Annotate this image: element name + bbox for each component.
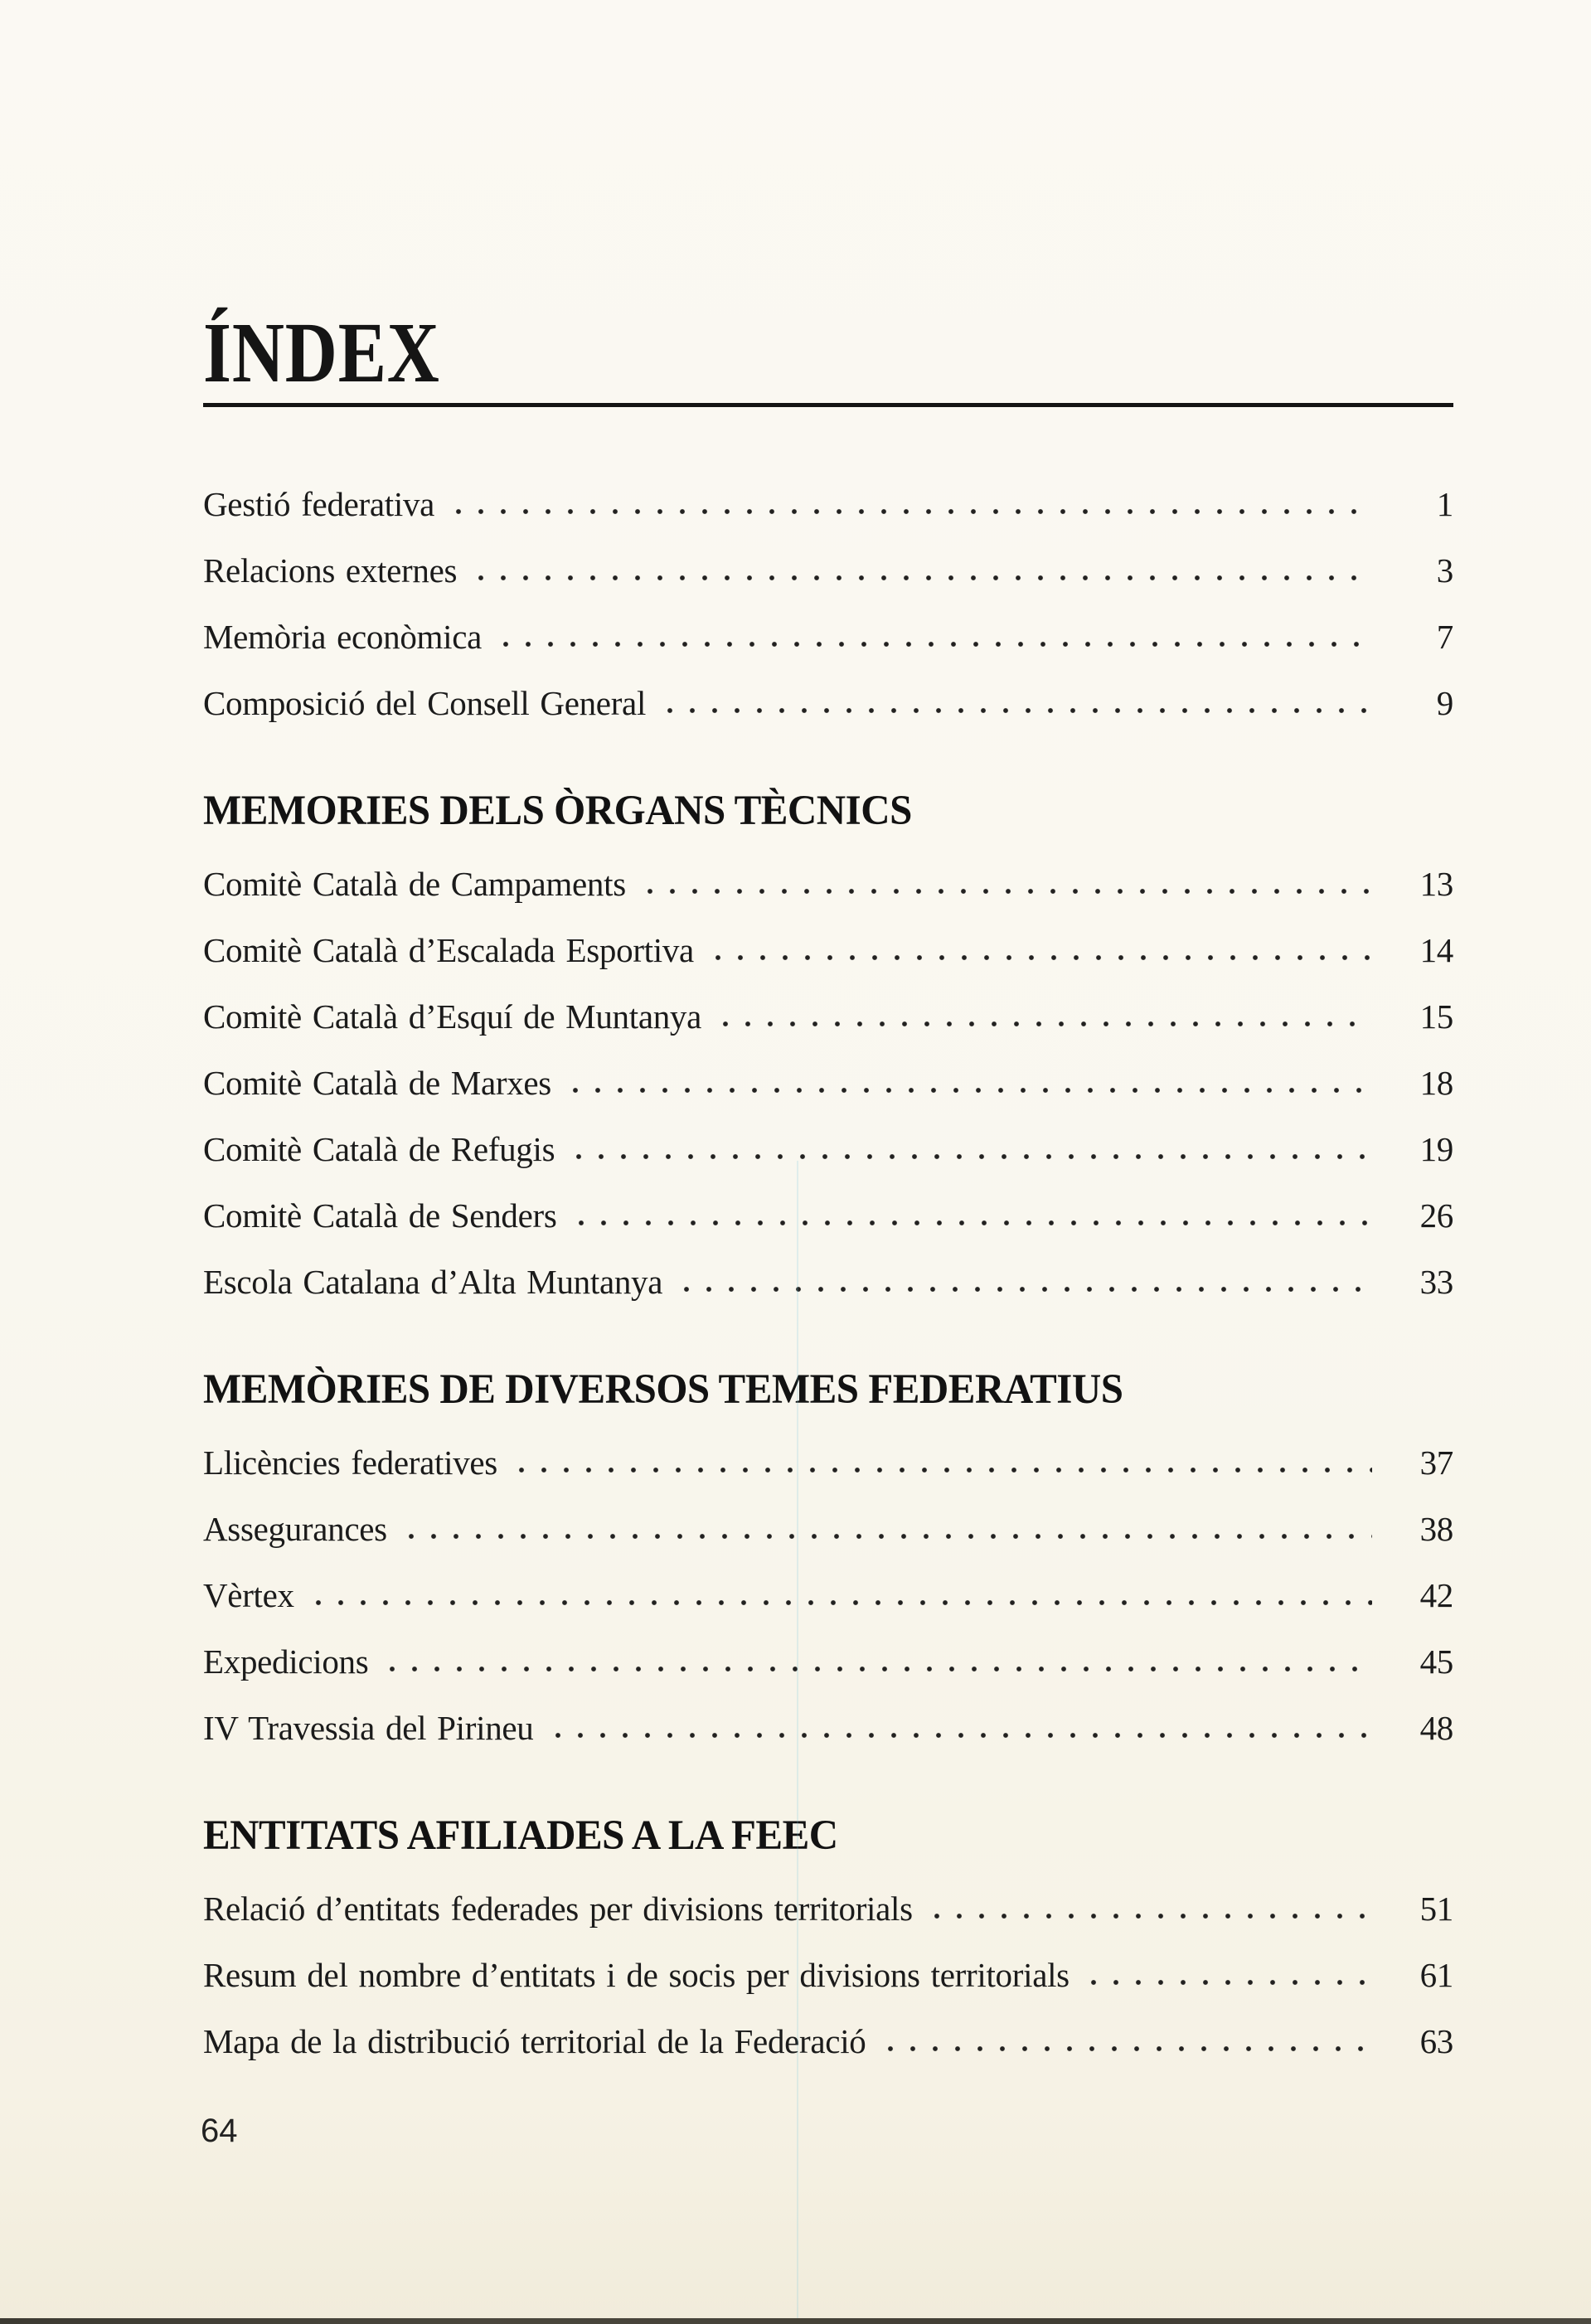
toc-entry-page-number: 38 — [1419, 1510, 1453, 1549]
section-heading: ENTITATS AFILIADES A LA FEEC — [203, 1812, 838, 1860]
toc-entry — [203, 1644, 1453, 1680]
toc-entry-page-number: 1 — [1436, 485, 1453, 524]
toc-entry — [203, 1132, 1453, 1167]
toc-entry-label: Mapa de la distribució territorial de la Federació — [203, 2022, 866, 2061]
dot-leader — [400, 1532, 1372, 1540]
toc-entry-page-number: 63 — [1419, 2022, 1453, 2061]
toc-entry-label: Comitè Català de Senders — [203, 1196, 557, 1235]
toc-entry-page-number: 45 — [1419, 1642, 1453, 1681]
section-heading: MEMORIES DELS ÒRGANS TÈCNICS — [203, 788, 912, 835]
toc-entry-page-number: 51 — [1419, 1890, 1453, 1929]
toc-entry-label: Composició del Consell General — [203, 684, 647, 723]
toc-entry-label: Relació d’entitats federades per divisions territorials — [203, 1890, 913, 1929]
toc — [203, 487, 1453, 2060]
toc-entry-label: Gestió federativa — [203, 485, 435, 524]
toc-entry-page-number: 42 — [1419, 1576, 1453, 1615]
toc-entry — [203, 1891, 1453, 1927]
section-heading: MEMÒRIES DE DIVERSOS TEMES FEDERATIUS — [203, 1366, 1123, 1414]
toc-entry — [203, 933, 1453, 968]
toc-entry — [203, 487, 1453, 522]
dot-leader — [547, 1731, 1372, 1739]
dot-leader — [565, 1086, 1372, 1094]
toc-entry — [203, 1198, 1453, 1234]
toc-entry-label: Comitè Català d’Escalada Esportiva — [203, 931, 694, 970]
toc-entry-page-number: 14 — [1419, 931, 1453, 970]
dot-leader — [495, 640, 1372, 648]
toc-entry-page-number: 7 — [1436, 618, 1453, 657]
toc-entry-label: Vèrtex — [203, 1576, 294, 1615]
dot-leader — [570, 1219, 1373, 1227]
dot-leader — [659, 706, 1372, 715]
title-rule — [203, 403, 1453, 407]
toc-entry — [203, 999, 1453, 1035]
dot-leader — [568, 1152, 1372, 1161]
toc-entry — [203, 866, 1453, 902]
toc-entry-label: Comitè Català de Campaments — [203, 865, 626, 904]
dot-leader — [448, 507, 1372, 516]
toc-entry-page-number: 61 — [1419, 1956, 1453, 1995]
toc-entry-page-number: 3 — [1436, 551, 1453, 590]
toc-entry-label: Escola Catalana d’Alta Muntanya — [203, 1263, 663, 1302]
dot-leader — [880, 2045, 1373, 2053]
page-title: ÍNDEX — [203, 305, 440, 400]
dot-leader — [926, 1912, 1372, 1920]
toc-entry — [203, 1958, 1453, 1993]
toc-entry-label: IV Travessia del Pirineu — [203, 1709, 534, 1748]
toc-section — [203, 1777, 1453, 2060]
toc-entry-page-number: 9 — [1436, 684, 1453, 723]
toc-entry — [203, 686, 1453, 721]
toc-entry-label: Expedicions — [203, 1642, 369, 1681]
dot-leader — [470, 574, 1372, 582]
dot-leader — [308, 1599, 1372, 1607]
toc-entry-label: Comitè Català de Refugis — [203, 1130, 555, 1169]
dot-leader — [639, 887, 1372, 895]
toc-entry-page-number: 37 — [1419, 1443, 1453, 1482]
toc-entry-label: Memòria econòmica — [203, 618, 483, 657]
toc-entry-label: Comitè Català de Marxes — [203, 1064, 551, 1103]
toc-entry — [203, 1511, 1453, 1547]
toc-entry — [203, 1264, 1453, 1300]
toc-entry — [203, 1710, 1453, 1746]
scan-line-artifact — [797, 1161, 798, 2324]
toc-entry-page-number: 18 — [1419, 1064, 1453, 1103]
toc-entry-page-number: 13 — [1419, 865, 1453, 904]
dot-leader — [381, 1665, 1372, 1673]
toc-entry-page-number: 19 — [1419, 1130, 1453, 1169]
toc-entry-label: Assegurances — [203, 1510, 387, 1549]
toc-entry-page-number: 26 — [1419, 1196, 1453, 1235]
toc-entry — [203, 619, 1453, 655]
toc-entry — [203, 1578, 1453, 1613]
scan-edge-artifact — [0, 2318, 1591, 2324]
toc-entry-label: Comitè Català d’Esquí de Muntanya — [203, 997, 702, 1036]
toc-entry-label: Relacions externes — [203, 551, 458, 590]
toc-entry — [203, 1065, 1453, 1101]
toc-entry — [203, 1445, 1453, 1481]
dot-leader — [1083, 1978, 1372, 1987]
toc-entry-page-number: 33 — [1419, 1263, 1453, 1302]
toc-entry — [203, 553, 1453, 589]
dot-leader — [707, 953, 1372, 962]
dot-leader — [511, 1466, 1372, 1474]
toc-entry — [203, 2024, 1453, 2060]
toc-entry-page-number: 48 — [1419, 1709, 1453, 1748]
folio-page-number: 64 — [201, 2113, 238, 2149]
toc-section — [203, 1331, 1453, 1746]
toc-section — [203, 487, 1453, 721]
toc-entry-label: Llicències federatives — [203, 1443, 497, 1482]
toc-entry-page-number: 15 — [1419, 997, 1453, 1036]
toc-entry-label: Resum del nombre d’entitats i de socis per divisions territorials — [203, 1956, 1070, 1995]
dot-leader — [715, 1020, 1372, 1028]
dot-leader — [676, 1285, 1372, 1293]
toc-section — [203, 752, 1453, 1300]
